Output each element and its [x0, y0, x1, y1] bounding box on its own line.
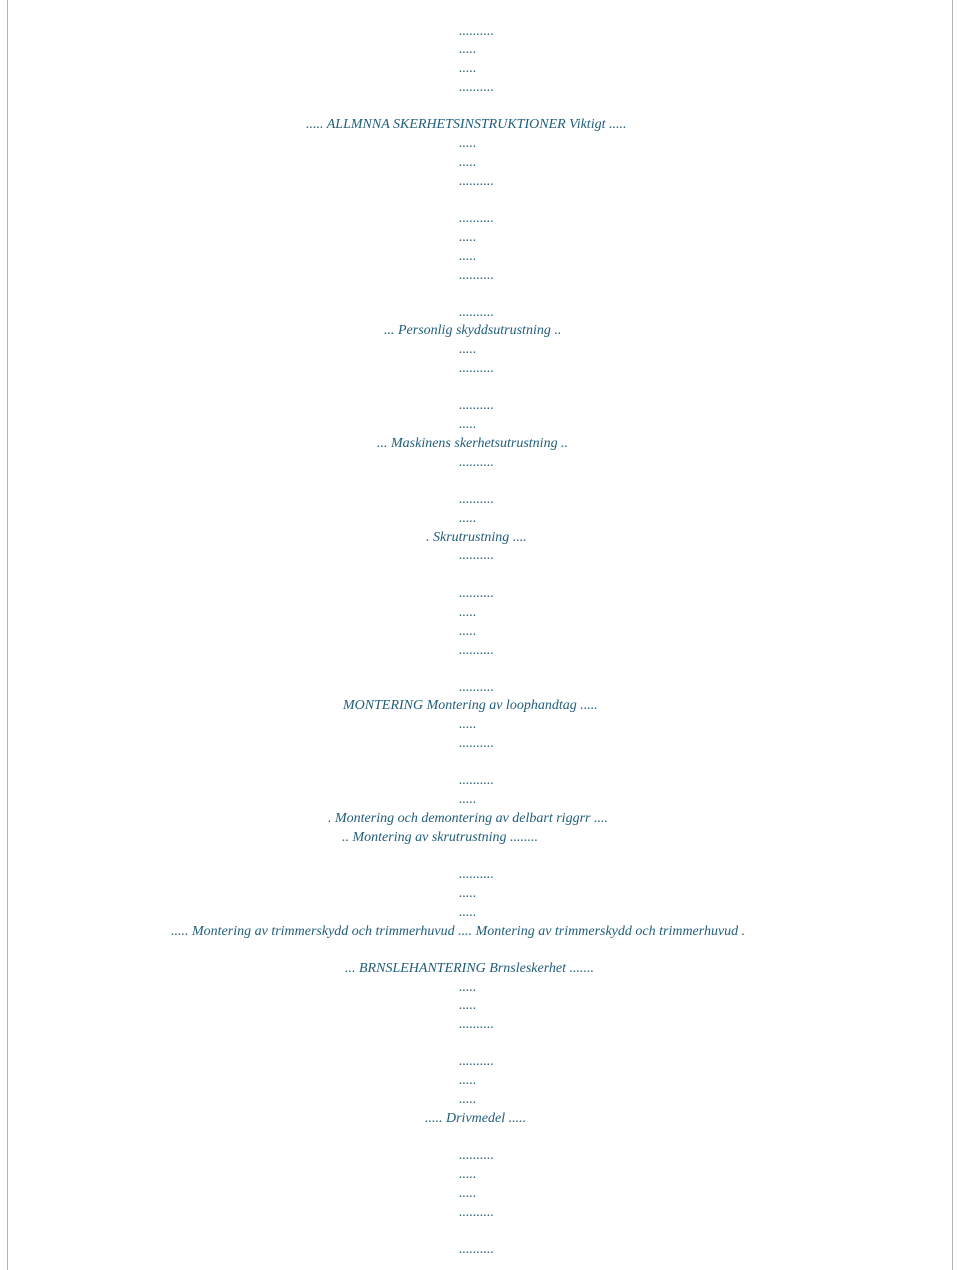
- toc-entry-maskinens-sakerhetsutrustning[interactable]: ... Maskinens skerhetsutrustning ..: [377, 436, 569, 451]
- toc-dots: .....: [459, 417, 477, 432]
- toc-dots: .....: [459, 42, 477, 57]
- toc-dots: .....: [459, 605, 477, 620]
- toc-dots: .....: [459, 249, 477, 264]
- toc-dots: ..........: [459, 1148, 494, 1163]
- toc-dots: .....: [459, 905, 477, 920]
- toc-dots: .....: [459, 1167, 477, 1182]
- toc-dots: ..........: [459, 80, 494, 95]
- toc-dots: .....: [459, 1092, 477, 1107]
- toc-dots: ..........: [459, 1205, 494, 1220]
- toc-dots: .....: [459, 1073, 477, 1088]
- toc-dots: .....: [459, 136, 477, 151]
- toc-dots: ..........: [459, 548, 494, 563]
- toc-entry-montering-loophandtag[interactable]: MONTERING Montering av loophandtag .....: [343, 698, 598, 713]
- toc-dots: ..........: [459, 492, 494, 507]
- toc-dots: ..........: [459, 1242, 494, 1257]
- toc-entry-trimmerskydd[interactable]: ..... Montering av trimmerskydd och trimmerhuvud .... Montering av trimmerskydd och trimmerhuvud .: [171, 924, 746, 939]
- toc-entry-personlig-skyddsutrustning[interactable]: ... Personlig skyddsutrustning ..: [384, 323, 562, 338]
- toc-dots: .....: [459, 61, 477, 76]
- toc-dots: ..........: [459, 1017, 494, 1032]
- toc-dots: ..........: [459, 24, 494, 39]
- toc-dots: .....: [459, 230, 477, 245]
- toc-dots: .....: [459, 155, 477, 170]
- toc-entry-delbart-riggror[interactable]: . Montering och demontering av delbart riggrr ....: [328, 811, 608, 826]
- toc-dots: ..........: [459, 174, 494, 189]
- toc-entry-drivmedel[interactable]: ..... Drivmedel .....: [425, 1111, 527, 1126]
- toc-dots: .....: [459, 792, 477, 807]
- toc-dots: ..........: [459, 643, 494, 658]
- toc-dots: ..........: [459, 586, 494, 601]
- toc-dots: .....: [459, 1186, 477, 1201]
- toc-dots: .....: [459, 624, 477, 639]
- toc-dots: ..........: [459, 736, 494, 751]
- toc-dots: ..........: [459, 773, 494, 788]
- toc-dots: ..........: [459, 867, 494, 882]
- page-border-right: [952, 0, 953, 1270]
- toc-dots: .....: [459, 717, 477, 732]
- page-border-left: [7, 0, 8, 1270]
- toc-dots: .....: [459, 511, 477, 526]
- toc-dots: ..........: [459, 398, 494, 413]
- toc-dots: .....: [459, 886, 477, 901]
- toc-dots: .....: [459, 998, 477, 1013]
- toc-dots: .....: [459, 342, 477, 357]
- toc-dots: ..........: [459, 455, 494, 470]
- toc-dots: ..........: [459, 361, 494, 376]
- toc-entry-allmanna-sakerhetsinstruktioner[interactable]: ..... ALLMNNA SKERHETSINSTRUKTIONER Viktigt .....: [306, 117, 627, 132]
- toc-entry-montering-skarutrustning[interactable]: .. Montering av skrutrustning ........: [342, 830, 538, 845]
- toc-dots: ..........: [459, 305, 494, 320]
- toc-dots: ..........: [459, 211, 494, 226]
- toc-dots: ..........: [459, 1054, 494, 1069]
- toc-entry-branslehantering[interactable]: ... BRNSLEHANTERING Brnsleskerhet .......: [345, 961, 595, 976]
- toc-dots: ..........: [459, 268, 494, 283]
- toc-dots: .....: [459, 980, 477, 995]
- toc-dots: ..........: [459, 680, 494, 695]
- toc-entry-skarutrustning[interactable]: . Skrutrustning ....: [426, 530, 527, 545]
